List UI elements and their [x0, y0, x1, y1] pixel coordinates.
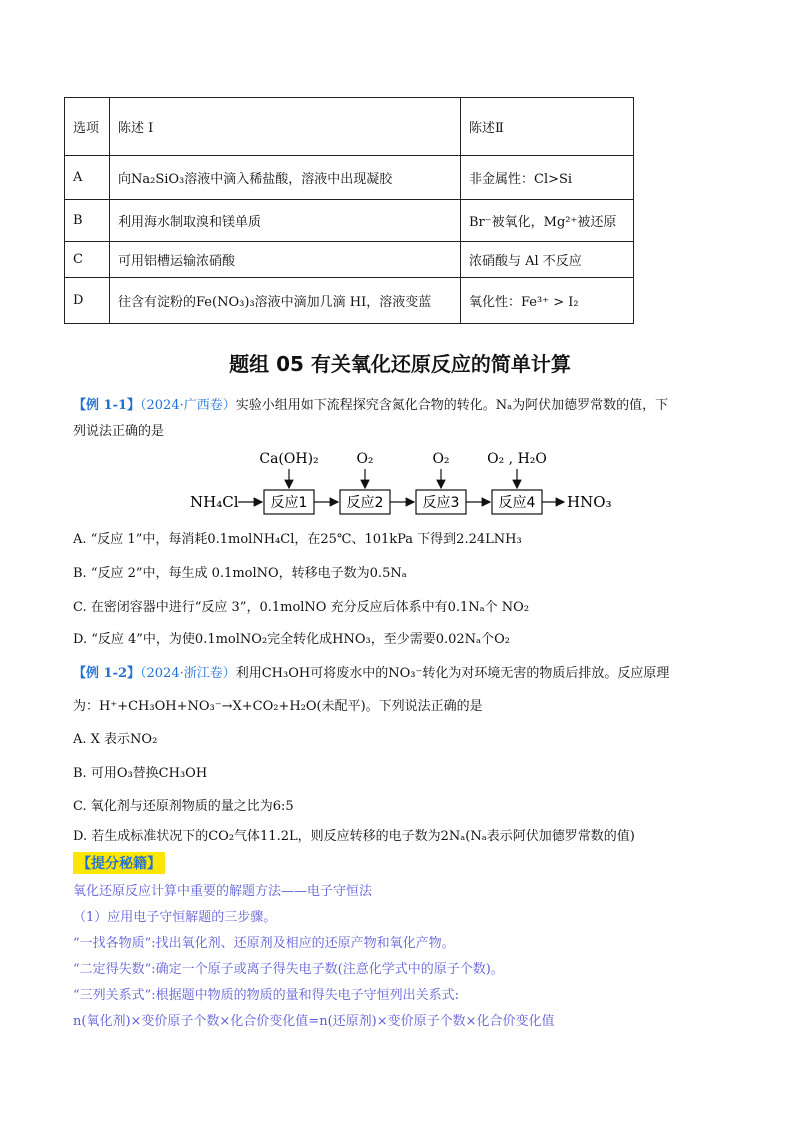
flow-input-1: Ca(OH)₂ — [259, 451, 319, 467]
example-1-stem — [73, 394, 668, 413]
flow-start: NH₄Cl — [190, 493, 239, 511]
row-statement-2: 氧化性：Fe³⁺ > I₂ — [461, 278, 634, 324]
example-2-stem-line1: 利用CH₃OH可将废水中的NO₃⁻转化为对环境无害的物质后排放。反应原理 — [235, 666, 670, 681]
example-2-stem-line2: 为：H⁺+CH₃OH+NO₃⁻→X+CO₂+H₂O(未配平)。下列说法正确的是 — [73, 699, 483, 714]
row-statement-1: 向Na₂SiO₃溶液中滴入稀盐酸，溶液中出现凝胶 — [110, 156, 461, 200]
tips-title: 【提分秘籍】 — [73, 852, 165, 874]
flow-input-3: O₂ — [432, 451, 450, 467]
flow-input-4: O₂ , H₂O — [487, 451, 547, 467]
example-2-option-c: C. 氧化剂与还原剂物质的量之比为6:5 — [73, 799, 294, 814]
row-option: D — [65, 278, 110, 324]
example-2-option-d: D. 若生成标准状况下的CO₂气体11.2L，则反应转移的电子数为2Nₐ(Nₐ表示阿伏加德罗常数的值) — [73, 829, 635, 844]
header-option: 选项 — [65, 98, 110, 156]
example-2-source: （2024·浙江卷） — [140, 666, 236, 681]
flow-box-1: 反应1 — [270, 495, 308, 511]
tip-line: n(氧化剂)×变价原子个数×化合价变化值=n(还原剂)×变价原子个数×化合价变化值 — [73, 1014, 555, 1029]
example-1-label: 【例 1-1】 — [73, 398, 141, 413]
row-statement-1: 利用海水制取溴和镁单质 — [110, 200, 461, 242]
tip-line: “一找各物质”:找出氧化剂、还原剂及相应的还原产物和氧化产物。 — [73, 936, 455, 951]
example-2-option-b: B. 可用O₃替换CH₃OH — [73, 766, 208, 781]
row-statement-2: 浓硝酸与 Al 不反应 — [461, 242, 634, 278]
section-heading: 题组 05 有关氧化还原反应的简单计算 — [229, 352, 571, 376]
header-statement-1: 陈述 I — [110, 98, 461, 156]
example-1-option-d: D. “反应 4”中，为使0.1molNO₂完全转化成HNO₃，至少需要0.02Nₐ个O₂ — [73, 632, 510, 647]
row-option: B — [65, 200, 110, 242]
flow-box-3: 反应3 — [422, 495, 460, 511]
table-row — [65, 156, 634, 200]
header-statement-2: 陈述Ⅱ — [461, 98, 634, 156]
flow-box-4: 反应4 — [498, 495, 536, 511]
example-1-stem-line2: 列说法正确的是 — [73, 424, 165, 439]
table-row — [65, 200, 634, 242]
row-statement-1: 可用铝槽运输浓硝酸 — [110, 242, 461, 278]
row-statement-2: Br⁻被氧化，Mg²⁺被还原 — [461, 200, 634, 242]
row-option: A — [65, 156, 110, 200]
row-statement-1: 往含有淀粉的Fe(NO₃)₃溶液中滴加几滴 HI，溶液变蓝 — [110, 278, 461, 324]
example-1-option-a: A. “反应 1”中，每消耗0.1molNH₄Cl，在25℃、101kPa 下得到2.24LNH₃ — [73, 532, 522, 547]
tip-line: （1）应用电子守恒解题的三步骤。 — [73, 910, 277, 925]
row-statement-2: 非金属性：Cl>Si — [461, 156, 634, 200]
example-2-label: 【例 1-2】 — [73, 666, 141, 681]
table-header-row — [65, 98, 634, 156]
example-2-option-a: A. X 表示NO₂ — [73, 732, 158, 747]
flow-input-2: O₂ — [356, 451, 374, 467]
flow-end: HNO₃ — [567, 493, 612, 511]
options-table — [64, 97, 634, 324]
tip-line: “三列关系式”:根据题中物质的物质的量和得失电子守恒列出关系式: — [73, 988, 460, 1003]
table-row — [65, 242, 634, 278]
example-1-option-c: C. 在密闭容器中进行“反应 3”，0.1molNO 充分反应后体系中有0.1Nₐ个 NO₂ — [73, 600, 530, 615]
example-1-source: （2024·广西卷） — [140, 398, 236, 413]
example-2-stem — [73, 662, 669, 681]
example-1-option-b: B. “反应 2”中，每生成 0.1molNO，转移电子数为0.5Nₐ — [73, 566, 407, 581]
example-1-stem-line1: 实验小组用如下流程探究含氮化合物的转化。Nₐ为阿伏加德罗常数的值，下 — [235, 398, 669, 413]
row-option: C — [65, 242, 110, 278]
table-row — [65, 278, 634, 324]
flow-box-2: 反应2 — [346, 495, 384, 511]
tip-line: 氧化还原反应计算中重要的解题方法——电子守恒法 — [73, 884, 373, 899]
tip-line: “二定得失数”:确定一个原子或离子得失电子数(注意化学式中的原子个数)。 — [73, 962, 504, 977]
